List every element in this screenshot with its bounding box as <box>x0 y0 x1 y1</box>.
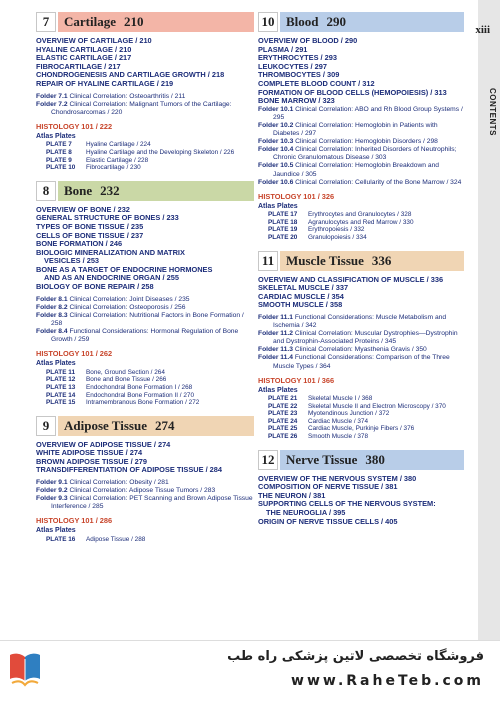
side-label-contents: CONTENTS <box>488 88 497 136</box>
folder-entry[interactable]: Folder 7.1 Clinical Correlation: Osteoarthritis / 211 <box>36 92 186 100</box>
folder-entry[interactable]: Folder 11.3 Clinical Correlation: Myasthenia Gravis / 350 <box>258 346 427 354</box>
chapter-7-section <box>36 12 254 172</box>
chapter-number: 9 <box>36 416 56 436</box>
folder-entry[interactable]: Folder 10.3 Clinical Correlation: Hemoglobin Disorders / 298 <box>258 138 438 146</box>
plate-entry[interactable]: PLATE 8 Hyaline Cartilage and the Developing Skeleton / 226 <box>46 148 235 156</box>
chapter-10-section <box>258 12 464 242</box>
chapter-number: 7 <box>36 12 56 32</box>
folder-entry[interactable]: Folder 9.1 Clinical Correlation: Obesity / 281 <box>36 479 169 487</box>
toc-entry[interactable]: OVERVIEW OF BLOOD / 290 <box>258 36 358 45</box>
atlas-plates-heading: Atlas Plates <box>258 386 298 394</box>
chapter-title: Adipose Tissue <box>64 417 147 433</box>
atlas-plates-heading: Atlas Plates <box>258 202 298 210</box>
plate-entry[interactable]: PLATE 18 Agranulocytes and Red Marrow / 330 <box>268 218 414 226</box>
folder-entry[interactable]: Folder 8.4 Functional Considerations: Hormonal Regulation of Bone Growth / 259 <box>36 328 239 344</box>
folder-entry[interactable]: Folder 10.1 Clinical Correlation: ABO and Rh Blood Group Systems / 295 <box>258 105 463 121</box>
toc-entry[interactable]: BIOLOGIC MINERALIZATION AND MATRIX <box>36 247 185 257</box>
folder-entry[interactable]: Folder 11.1 Functional Considerations: Muscle Metabolism and Ischemia / 342 <box>258 313 447 330</box>
chapter-8-section <box>36 181 254 407</box>
chapter-title-bar <box>280 450 464 470</box>
toc-entry[interactable]: ORIGIN OF NERVE TISSUE CELLS / 405 <box>258 516 398 526</box>
chapter-7-header[interactable] <box>36 12 254 32</box>
plate-entry[interactable]: PLATE 10 Fibrocartilage / 230 <box>46 164 141 172</box>
chapter-8-header[interactable] <box>36 181 254 201</box>
toc-entry[interactable]: OVERVIEW AND CLASSIFICATION OF MUSCLE / 336 <box>258 274 444 284</box>
footer-store-name: فروشگاه تخصصی لاتین پزشکی راه طب <box>227 649 484 664</box>
toc-entry[interactable]: THROMBOCYTES / 309 <box>258 70 340 80</box>
plate-entry[interactable]: PLATE 16 Adipose Tissue / 288 <box>46 535 146 543</box>
toc-entry[interactable]: COMPLETE BLOOD COUNT / 312 <box>258 78 375 88</box>
footer-url[interactable]: www.RaheTeb.com <box>291 673 484 689</box>
plate-entry[interactable]: PLATE 14 Endochondral Bone Formation II / 270 <box>46 391 194 399</box>
toc-entry[interactable]: CARDIAC MUSCLE / 354 <box>258 291 344 301</box>
plate-entry[interactable]: PLATE 21 Skeletal Muscle I / 368 <box>268 395 373 403</box>
plate-entry[interactable]: PLATE 12 Bone and Bone Tissue / 266 <box>46 376 167 384</box>
chapter-11-header[interactable] <box>258 251 464 271</box>
right-column <box>258 12 464 535</box>
toc-entry[interactable]: HYALINE CARTILAGE / 210 <box>36 44 132 54</box>
toc-entry[interactable]: REPAIR OF HYALINE CARTILAGE / 219 <box>36 78 174 88</box>
toc-entry[interactable]: BIOLOGY OF BONE REPAIR / 258 <box>36 282 154 292</box>
toc-entry[interactable]: CELLS OF BONE TISSUE / 237 <box>36 230 144 240</box>
plate-entry[interactable]: PLATE 25 Cardiac Muscle, Purkinje Fibers / 376 <box>268 425 415 433</box>
folder-entry[interactable]: Folder 10.6 Clinical Correlation: Cellularity of the Bone Marrow / 324 <box>258 178 462 186</box>
histology-entry[interactable]: HISTOLOGY 101 / 262 <box>36 349 113 359</box>
toc-entry[interactable]: BONE AS A TARGET OF ENDOCRINE HORMONES <box>36 264 213 274</box>
chapter-title: Blood <box>286 14 319 29</box>
toc-entry[interactable]: FIBROCARTILAGE / 217 <box>36 61 121 71</box>
left-column <box>36 12 254 553</box>
chapter-9-section <box>36 416 254 544</box>
toc-entry[interactable]: THE NEURON / 381 <box>258 490 326 500</box>
toc-entry[interactable]: OVERVIEW OF ADIPOSE TISSUE / 274 <box>36 439 171 449</box>
toc-entry[interactable]: COMPOSITION OF NERVE TISSUE / 381 <box>258 482 398 492</box>
plate-entry[interactable]: PLATE 22 Skeletal Muscle II and Electron Microscopy / 370 <box>268 402 446 410</box>
chapter-11-section <box>258 251 464 441</box>
chapter-page: 274 <box>154 417 175 433</box>
toc-entry[interactable]: PLASMA / 291 <box>258 44 308 54</box>
chapter-title-bar <box>58 416 254 436</box>
folder-entry[interactable]: Folder 9.2 Clinical Correlation: Adipose Tissue Tumors / 283 <box>36 487 216 495</box>
plate-entry[interactable]: PLATE 9 Elastic Cartilage / 228 <box>46 156 149 164</box>
chapter-9-header[interactable] <box>36 416 254 436</box>
toc-entry[interactable]: SUPPORTING CELLS OF THE NERVOUS SYSTEM: <box>258 499 436 509</box>
toc-entry-continued[interactable]: VESICLES / 253 <box>44 256 100 266</box>
folder-entry[interactable]: Folder 11.2 Clinical Correlation: Muscular Dystrophies—Dystrophin and Dystrophin-Associated Proteins / 345 <box>258 330 458 346</box>
chapter-title-bar <box>280 12 464 32</box>
chapter-title-bar <box>58 12 254 32</box>
page-number: xiii <box>475 24 490 36</box>
toc-entry[interactable]: SMOOTH MUSCLE / 358 <box>258 300 343 310</box>
chapter-page: 380 <box>365 451 385 467</box>
toc-entry[interactable]: OVERVIEW OF CARTILAGE / 210 <box>36 36 152 45</box>
folder-entry[interactable]: Folder 8.2 Clinical Correlation: Osteoporosis / 256 <box>36 303 186 311</box>
toc-entry[interactable]: BONE MARROW / 323 <box>258 96 335 106</box>
chapter-page: 290 <box>326 14 347 29</box>
folder-entry[interactable]: Folder 11.4 Functional Considerations: Comparison of the Three Muscle Types / 364 <box>258 354 450 370</box>
histology-entry[interactable]: HISTOLOGY 101 / 222 <box>36 121 113 131</box>
toc-entry[interactable]: OVERVIEW OF BONE / 232 <box>36 204 130 214</box>
chapter-title: Bone <box>64 182 93 198</box>
folder-entry[interactable]: Folder 8.1 Clinical Correlation: Joint Diseases / 235 <box>36 295 190 303</box>
toc-entry[interactable]: LEUKOCYTES / 297 <box>258 61 327 71</box>
chapter-page: 232 <box>100 182 120 198</box>
chapter-page: 210 <box>123 14 144 29</box>
plate-entry[interactable]: PLATE 20 Granulopoiesis / 334 <box>268 233 367 241</box>
plate-entry[interactable]: PLATE 11 Bone, Ground Section / 264 <box>46 368 165 376</box>
chapter-title-bar <box>280 251 464 271</box>
plate-entry[interactable]: PLATE 7 Hyaline Cartilage / 224 <box>46 141 151 149</box>
atlas-plates-heading: Atlas Plates <box>36 527 76 535</box>
plate-entry[interactable]: PLATE 26 Smooth Muscle / 378 <box>268 433 369 441</box>
toc-entry[interactable]: FORMATION OF BLOOD CELLS (HEMOPOIESIS) / 313 <box>258 87 447 97</box>
chapter-10-header[interactable] <box>258 12 464 32</box>
chapter-number: 12 <box>258 450 278 470</box>
plate-entry[interactable]: PLATE 19 Erythropoiesis / 332 <box>268 226 365 234</box>
plate-entry[interactable]: PLATE 13 Endochondral Bone Formation I / 268 <box>46 383 193 391</box>
plate-entry[interactable]: PLATE 24 Cardiac Muscle / 374 <box>268 417 369 425</box>
footer-banner <box>0 640 500 701</box>
histology-entry[interactable]: HISTOLOGY 101 / 366 <box>258 375 335 385</box>
chapter-number: 8 <box>36 181 56 201</box>
histology-entry[interactable]: HISTOLOGY 101 / 286 <box>36 516 113 526</box>
toc-entry[interactable]: BROWN ADIPOSE TISSUE / 279 <box>36 456 148 466</box>
folder-entry[interactable]: Folder 10.4 Clinical Correlation: Inherited Disorders of Neutrophils; Chronic Granulomatous Disease / 303 <box>258 146 457 162</box>
book-logo-icon <box>8 649 42 689</box>
folder-entry[interactable]: Folder 7.2 Clinical Correlation: Malignant Tumors of the Cartilage: Chondrosarcomas / 220 <box>36 100 232 116</box>
toc-entry-continued[interactable]: THE NEUROGLIA / 395 <box>266 508 346 518</box>
chapter-page: 336 <box>371 252 392 268</box>
toc-entry[interactable]: TYPES OF BONE TISSUE / 235 <box>36 221 144 231</box>
toc-entry-continued[interactable]: AND AS AN ENDOCRINE ORGAN / 255 <box>44 273 179 283</box>
toc-entry[interactable]: OVERVIEW OF THE NERVOUS SYSTEM / 380 <box>258 473 417 483</box>
folder-entry[interactable]: Folder 10.2 Clinical Correlation: Hemoglobin in Patients with Diabetes / 297 <box>258 121 438 138</box>
chapter-number: 10 <box>258 12 278 32</box>
folder-entry[interactable]: Folder 10.5 Clinical Correlation: Hemoglobin Breakdown and Jaundice / 305 <box>258 162 440 178</box>
toc-entry[interactable]: ERYTHROCYTES / 293 <box>258 53 337 63</box>
atlas-plates-heading: Atlas Plates <box>36 360 76 368</box>
chapter-title: Muscle Tissue <box>286 252 364 268</box>
plate-entry[interactable]: PLATE 17 Erythrocytes and Granulocytes / 328 <box>268 211 412 219</box>
folder-entry[interactable]: Folder 8.3 Clinical Correlation: Nutritional Factors in Bone Formation / 258 <box>36 311 244 327</box>
plate-entry[interactable]: PLATE 15 Intramembranous Bone Formation / 272 <box>46 399 200 407</box>
chapter-12-header[interactable] <box>258 450 464 470</box>
atlas-plates-heading: Atlas Plates <box>36 132 76 140</box>
toc-entry[interactable]: GENERAL STRUCTURE OF BONES / 233 <box>36 213 179 223</box>
toc-entry[interactable]: CHONDROGENESIS AND CARTILAGE GROWTH / 218 <box>36 70 225 80</box>
chapter-title: Nerve Tissue <box>286 451 358 467</box>
chapter-number: 11 <box>258 251 278 271</box>
toc-entry[interactable]: TRANSDIFFERENTIATION OF ADIPOSE TISSUE / 284 <box>36 465 223 475</box>
chapter-12-section <box>258 450 464 527</box>
toc-entry[interactable]: WHITE ADIPOSE TISSUE / 274 <box>36 448 143 458</box>
folder-entry[interactable]: Folder 9.3 Clinical Correlation: PET Scanning and Brown Adipose Tissue Interference / 285 <box>36 495 253 511</box>
chapter-title-bar <box>58 181 254 201</box>
chapter-title: Cartilage <box>64 14 116 29</box>
plate-entry[interactable]: PLATE 23 Myotendinous Junction / 372 <box>268 410 390 418</box>
toc-entry[interactable]: BONE FORMATION / 246 <box>36 239 123 249</box>
toc-entry[interactable]: SKELETAL MUSCLE / 337 <box>258 283 349 293</box>
toc-entry[interactable]: ELASTIC CARTILAGE / 217 <box>36 53 132 63</box>
histology-entry[interactable]: HISTOLOGY 101 / 326 <box>258 191 335 201</box>
